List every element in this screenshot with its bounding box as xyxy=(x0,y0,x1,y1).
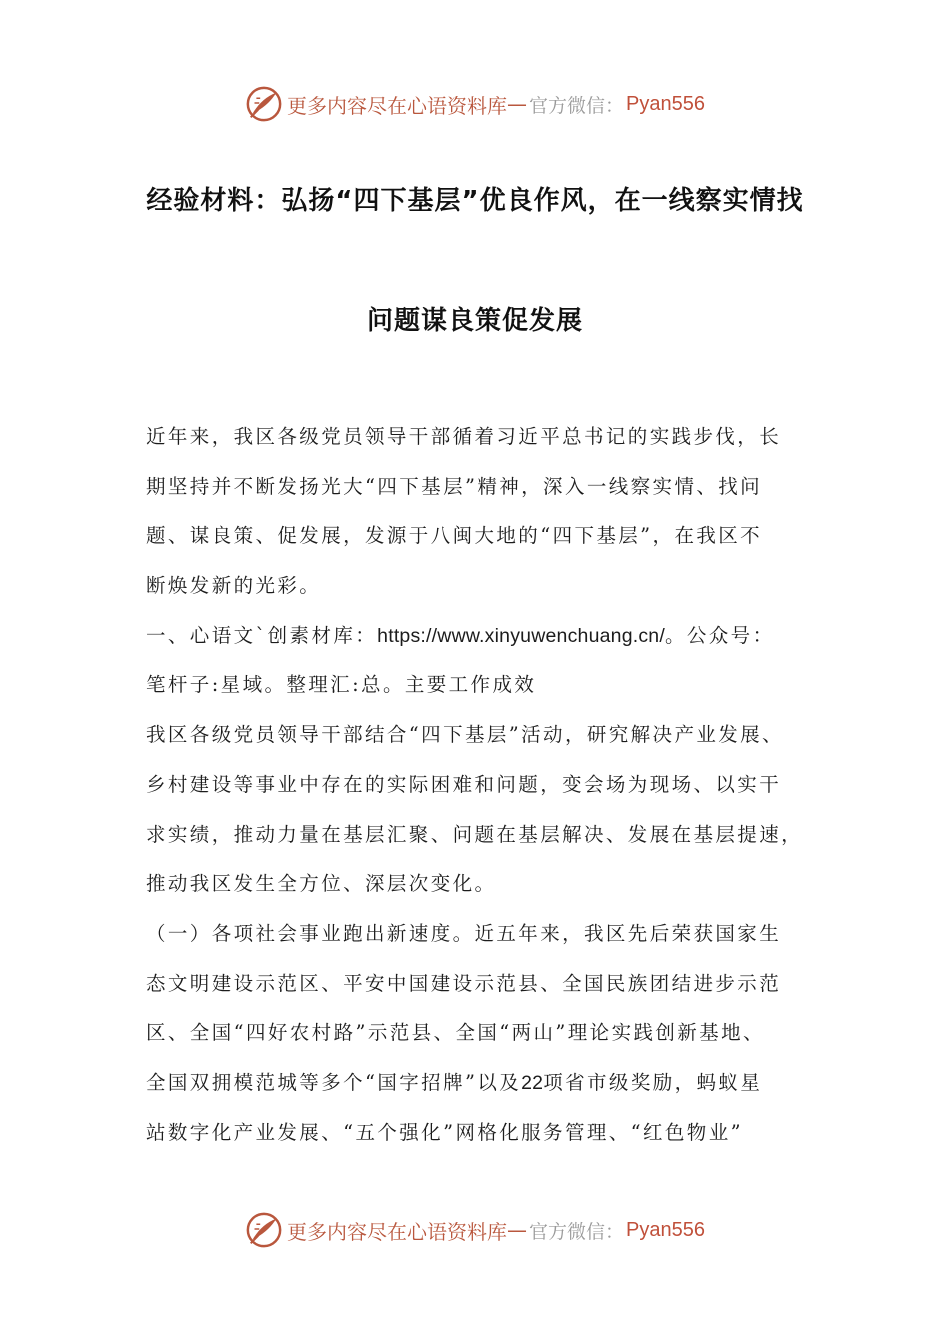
body-line-with-url xyxy=(146,611,818,661)
watermark-dash: — xyxy=(507,92,527,116)
body-line: 期坚持并不断发扬光大“四下基层”精神，深入一线察实情、找问 xyxy=(146,474,763,498)
watermark-dash: — xyxy=(507,1218,527,1242)
document-title-line-2: 问题谋良策促发展 xyxy=(366,306,583,336)
quill-logo-icon xyxy=(245,1211,283,1249)
body-line: 题、谋良策、促发展，发源于八闽大地的“四下基层”，在我区不 xyxy=(146,524,763,548)
body-line: 乡村建设等事业中存在的实际困难和问题，变会场为现场、以实干 xyxy=(146,772,782,796)
watermark-wechat-id: Pyan556 xyxy=(626,92,705,115)
line-prefix: 全国双拥模范城等多个“国字招牌”以及 xyxy=(146,1070,522,1094)
body-line: 断焕发新的光彩。 xyxy=(146,574,322,598)
body-line: 态文明建设示范区、平安中国建设示范县、全国民族团结进步示范 xyxy=(146,971,782,995)
watermark-wechat-label: 官方微信： xyxy=(529,94,625,117)
body-line: 我区各级党员领导干部结合“四下基层”活动，研究解决产业发展、 xyxy=(146,723,784,747)
body-line: 站数字化产业发展、“五个强化”网格化服务管理、“红色物业” xyxy=(146,1120,743,1144)
body-line: 推动我区发生全方位、深层次变化。 xyxy=(146,872,497,896)
header-watermark xyxy=(0,82,950,126)
resource-url-link[interactable]: https://www.xinyuwenchuang.cn/ xyxy=(377,624,665,647)
watermark-text: 更多内容尽在心语资料库 xyxy=(287,1219,507,1244)
body-line: 笔杆子:星域。整理汇:总。主要工作成效 xyxy=(146,673,537,697)
watermark-wechat-id: Pyan556 xyxy=(626,1218,705,1241)
body-line: 求实绩，推动力量在基层汇聚、问题在基层解决、发展在基层提速， xyxy=(146,822,804,846)
watermark-wechat-label: 官方微信： xyxy=(529,1220,625,1243)
line-suffix: 项省市级奖励，蚂蚁星 xyxy=(543,1070,763,1094)
body-line-with-number xyxy=(146,1058,818,1108)
body-line: （一）各项社会事业跑出新速度。近五年来，我区先后荣获国家生 xyxy=(146,921,782,945)
body-line: 区、全国“四好农村路”示范县、全国“两山”理论实践创新基地、 xyxy=(146,1021,765,1045)
award-count: 22 xyxy=(521,1071,544,1094)
document-title-line-1: 经验材料：弘扬“四下基层”优良作风，在一线察实情找 xyxy=(146,186,804,216)
document-body xyxy=(146,412,818,1157)
url-suffix: 。公众号： xyxy=(664,623,775,647)
watermark-text: 更多内容尽在心语资料库 xyxy=(287,93,507,118)
body-line: 近年来，我区各级党员领导干部循着习近平总书记的实践步伐，长 xyxy=(146,425,782,448)
section-heading-prefix: 一、心语文`创素材库： xyxy=(146,623,378,647)
quill-logo-icon xyxy=(245,85,283,123)
footer-watermark xyxy=(0,1208,950,1252)
